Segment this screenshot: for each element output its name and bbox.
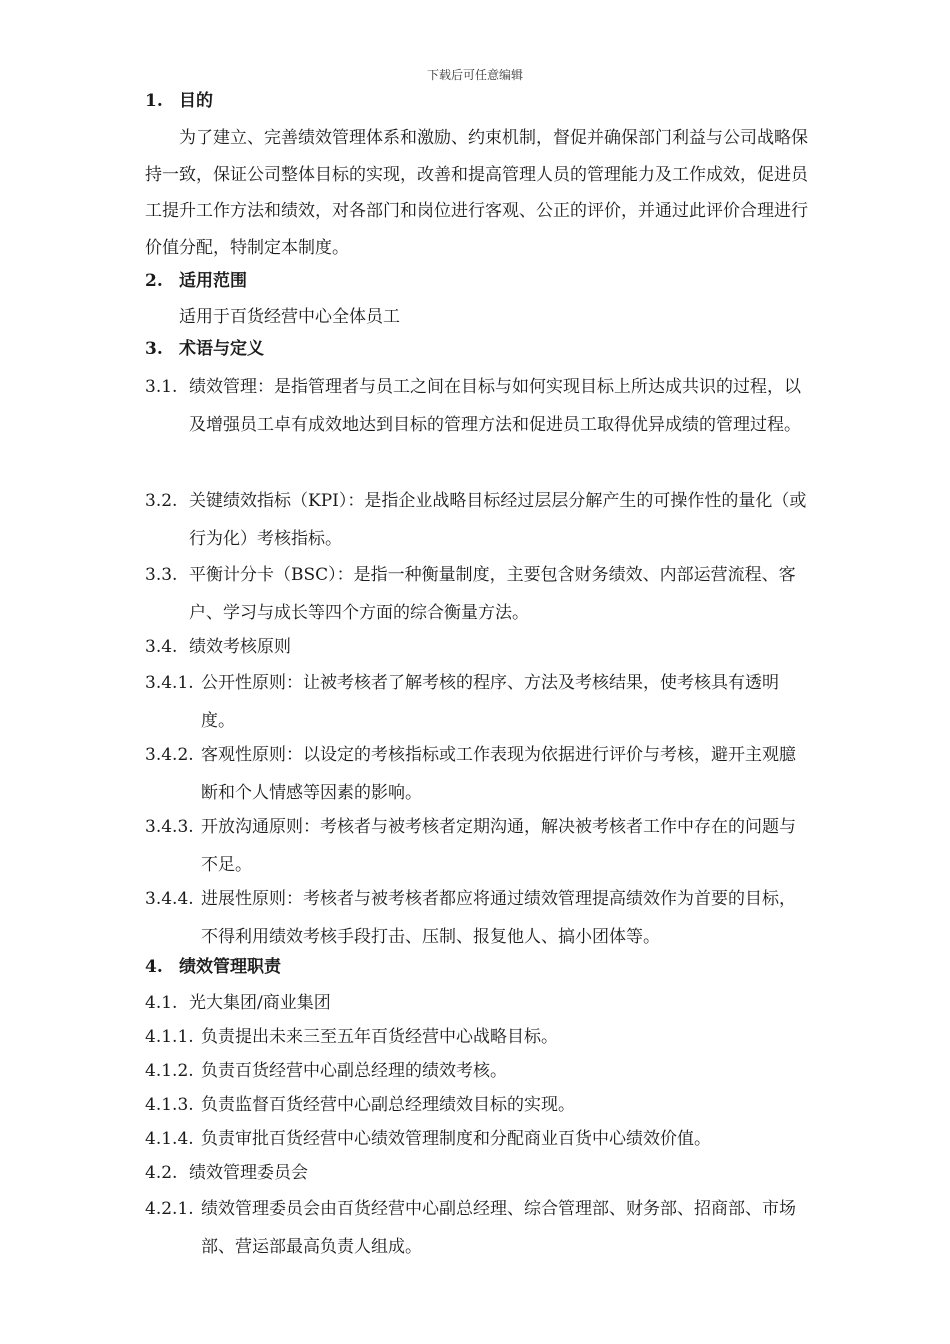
section-title: 术语与定义 bbox=[179, 339, 264, 359]
list-item bbox=[145, 556, 810, 630]
section-heading-terms bbox=[145, 334, 810, 368]
list-item bbox=[145, 368, 810, 482]
list-item bbox=[145, 986, 810, 1020]
item-text: 负责百货经营中心副总经理的绩效考核。 bbox=[201, 1061, 507, 1081]
item-number: 3.4.4. bbox=[145, 889, 194, 909]
section-paragraph: 适用于百货经营中心全体员工 bbox=[179, 307, 400, 327]
item-text: 负责提出未来三至五年百货经营中心战略目标。 bbox=[201, 1027, 558, 1047]
item-text: 负责审批百货经营中心绩效管理制度和分配商业百货中心绩效价值。 bbox=[201, 1129, 711, 1149]
item-number: 4.1.3. bbox=[145, 1095, 194, 1115]
list-item bbox=[145, 880, 810, 952]
item-number: 3.2. bbox=[145, 491, 178, 511]
item-number: 3.1. bbox=[145, 377, 178, 397]
list-item bbox=[145, 630, 810, 664]
item-number: 4.1.4. bbox=[145, 1129, 194, 1149]
item-text: 平衡计分卡（BSC）：是指一种衡量制度，主要包含财务绩效、内部运营流程、客户、学习与成长等四个方面的综合衡量方法。 bbox=[189, 565, 796, 623]
list-item bbox=[145, 1122, 810, 1156]
item-text: 公开性原则：让被考核者了解考核的程序、方法及考核结果，使考核具有透明度。 bbox=[201, 673, 779, 731]
section-number: 2. bbox=[145, 271, 163, 291]
list-item bbox=[145, 1190, 810, 1266]
item-text: 绩效管理：是指管理者与员工之间在目标与如何实现目标上所达成共识的过程，以及增强员工卓有成效地达到目标的管理方法和促进员工取得优异成绩的管理过程。 bbox=[189, 377, 801, 435]
item-text: 光大集团/商业集团 bbox=[189, 993, 331, 1013]
section-heading-responsibilities bbox=[145, 952, 810, 986]
item-number: 3.4.3. bbox=[145, 817, 194, 837]
list-item bbox=[145, 736, 810, 808]
item-number: 3.4.1. bbox=[145, 673, 194, 693]
document-body bbox=[145, 86, 810, 1266]
item-number: 4.1. bbox=[145, 993, 178, 1013]
item-text: 关键绩效指标（KPI）：是指企业战略目标经过层层分解产生的可操作性的量化（或行为化）考核指标。 bbox=[189, 491, 807, 549]
page-header-note: 下载后可任意编辑 bbox=[426, 68, 523, 82]
list-item bbox=[145, 482, 810, 556]
item-number: 4.2. bbox=[145, 1163, 178, 1183]
item-text: 开放沟通原则：考核者与被考核者定期沟通，解决被考核者工作中存在的问题与不足。 bbox=[201, 817, 796, 875]
item-number: 3.4. bbox=[145, 637, 178, 657]
section-number: 1. bbox=[145, 91, 163, 111]
item-text: 绩效管理委员会 bbox=[189, 1163, 308, 1183]
item-number: 4.2.1. bbox=[145, 1199, 194, 1219]
section-heading-scope bbox=[145, 266, 810, 300]
section-number: 4. bbox=[145, 957, 163, 977]
item-text: 绩效考核原则 bbox=[189, 637, 291, 657]
item-text: 负责监督百货经营中心副总经理绩效目标的实现。 bbox=[201, 1095, 575, 1115]
section-heading-purpose bbox=[145, 86, 810, 120]
section-title: 目的 bbox=[179, 91, 213, 111]
list-item bbox=[145, 1156, 810, 1190]
item-number: 3.4.2. bbox=[145, 745, 194, 765]
section-title: 绩效管理职责 bbox=[179, 957, 281, 977]
section-number: 3. bbox=[145, 339, 163, 359]
item-number: 3.3. bbox=[145, 565, 178, 585]
item-number: 4.1.2. bbox=[145, 1061, 194, 1081]
item-text: 进展性原则：考核者与被考核者都应将通过绩效管理提高绩效作为首要的目标，不得利用绩效考核手段打击、压制、报复他人、搞小团体等。 bbox=[201, 889, 796, 947]
list-item bbox=[145, 1020, 810, 1054]
list-item bbox=[145, 808, 810, 880]
list-item bbox=[145, 1088, 810, 1122]
section-title: 适用范围 bbox=[179, 271, 247, 291]
section-paragraph: 为了建立、完善绩效管理体系和激励、约束机制，督促并确保部门利益与公司战略保持一致，保证公司整体目标的实现，改善和提高管理人员的管理能力及工作成效，促进员工提升工作方法和绩效，对各部门和岗位进行客观、公正的评价，并通过此评价合理进行价值分配，特制定本制度。 bbox=[145, 128, 808, 258]
item-text: 客观性原则：以设定的考核指标或工作表现为依据进行评价与考核，避开主观臆断和个人情感等因素的影响。 bbox=[201, 745, 796, 803]
item-text: 绩效管理委员会由百货经营中心副总经理、综合管理部、财务部、招商部、市场部、营运部最高负责人组成。 bbox=[201, 1199, 796, 1257]
list-item bbox=[145, 664, 810, 736]
item-number: 4.1.1. bbox=[145, 1027, 194, 1047]
list-item bbox=[145, 1054, 810, 1088]
